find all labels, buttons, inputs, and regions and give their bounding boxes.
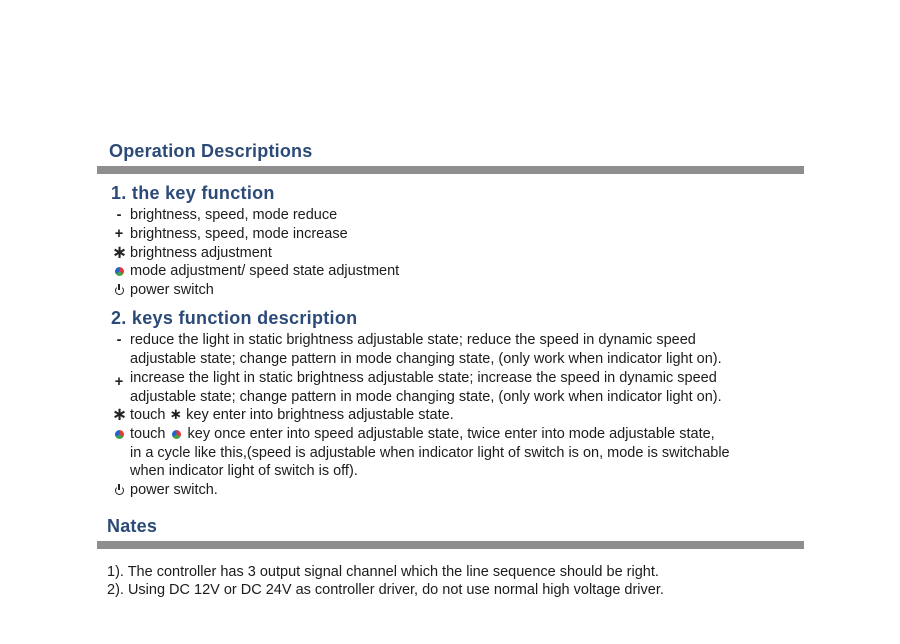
note-1: 1). The controller has 3 output signal channel which the line sequence should be right. — [107, 564, 659, 580]
color-dot-icon — [172, 430, 181, 439]
note-2: 2). Using DC 12V or DC 24V as controller driver, do not use normal high voltage driver. — [107, 582, 664, 598]
power-icon — [115, 486, 124, 495]
power-icon — [115, 286, 124, 295]
color-dot-icon — [115, 267, 124, 276]
key-function-title: 1. the key function — [111, 183, 275, 203]
asterisk-icon: ∗ — [169, 406, 183, 423]
operation-title: Operation Descriptions — [109, 141, 313, 161]
notes-title: Nates — [107, 516, 158, 536]
minus-icon: - — [116, 207, 122, 223]
color-dot-icon — [115, 430, 124, 439]
keys-description-title: 2. keys function description — [111, 308, 358, 328]
notes-divider — [97, 541, 804, 549]
asterisk-icon: ∗ — [112, 242, 128, 262]
plus-icon: + — [114, 374, 124, 390]
asterisk-icon: ∗ — [112, 404, 128, 424]
operation-divider — [97, 166, 804, 174]
plus-icon: + — [114, 226, 124, 242]
minus-icon: - — [116, 332, 122, 348]
